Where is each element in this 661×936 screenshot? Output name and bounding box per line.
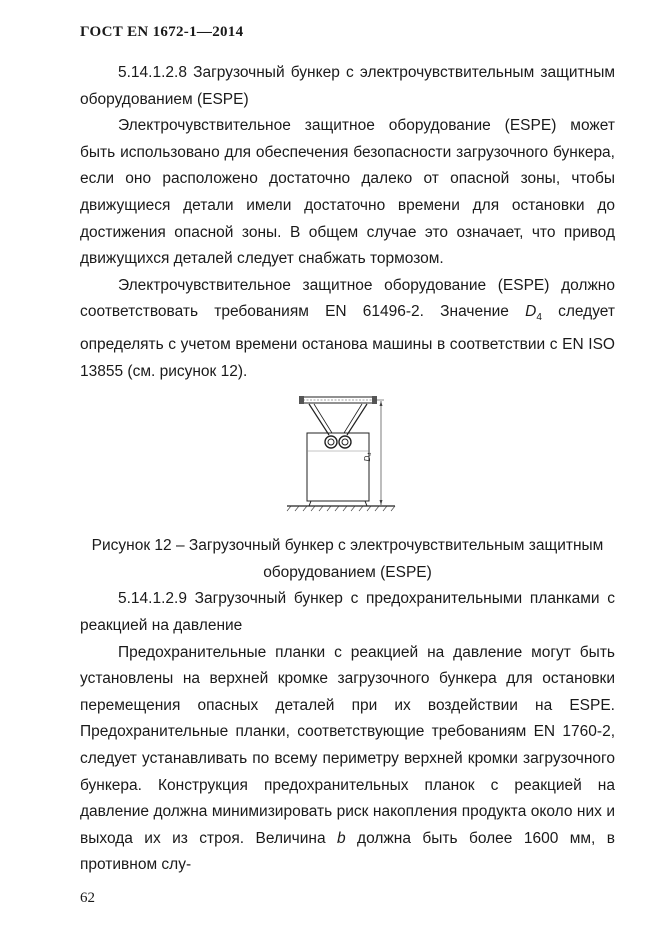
dimension-arrow-top	[380, 401, 383, 406]
hopper-espe-diagram	[285, 395, 475, 525]
hopper-wall-right-inner	[344, 404, 362, 433]
hopper-wall-right	[347, 404, 367, 435]
dimension-label-d4: D₄	[363, 452, 372, 462]
section-heading-5-14-1-2-9: 5.14.1.2.9 Загрузочный бункер с предохранительными планками с реакцией на давление	[80, 590, 615, 634]
dimension-arrow-bottom	[380, 500, 383, 505]
machine-foot-right	[365, 501, 367, 506]
machine-foot-left	[309, 501, 311, 506]
figure-12	[80, 387, 615, 529]
paragraph-text-part: должна быть более 1600 мм, в противном слу-	[80, 829, 615, 874]
standard-header: ГОСТ EN 1672-1—2014	[80, 24, 244, 40]
paragraph-text-part: Предохранительные планки с реакцией на давление могут быть установлены на верхней кромке загрузочного бункера для остановки перемещения опасных деталей при их воздействии на ESPE. Предохранительные планки, соответствующие требованиям EN 1760-2, следует устанавливать по всему периметру верхней кромки загрузочного бункера. Конструкция предохранительных планок с реакцией на давление должна минимизировать риск накопления продукта около них и выхода их из строя. Величина	[80, 643, 615, 847]
roller-right	[339, 436, 351, 448]
roller-left	[325, 436, 337, 448]
figure-12-caption: Рисунок 12 – Загрузочный бункер с электрочувствительным защитным оборудованием (ESPE)	[91, 537, 604, 581]
paragraph-espe-usage: Электрочувствительное защитное оборудование (ESPE) может быть использовано для обеспечения безопасности загрузочного бункера, если оно расположено достаточно далеко от опасной зоны, чтобы движущиеся детали имели достаточно времени для остановки до достижения опасной зоны. В общем случае это означает, что привод движущихся деталей следует снабжать тормозом.	[80, 117, 615, 268]
paragraph-text-part: следует определять с учетом времени останова машины в соответствии с EN ISO 13855 (см. рисунок 12).	[80, 303, 615, 380]
section-heading-5-14-1-2-8: 5.14.1.2.8 Загрузочный бункер с электрочувствительным защитным оборудованием (ESPE)	[80, 64, 615, 108]
hopper-wall-left	[309, 404, 329, 435]
paragraph-pressure-strips	[80, 640, 615, 879]
paragraph-espe-requirements	[80, 273, 615, 385]
page-number: 62	[80, 890, 95, 906]
document-body	[80, 60, 615, 879]
symbol-d: D	[525, 303, 537, 321]
machine-body	[307, 433, 369, 501]
floor-hatching	[287, 506, 395, 511]
symbol-b: b	[337, 829, 346, 847]
symbol-subscript: 4	[536, 312, 542, 324]
hopper-wall-left-inner	[314, 404, 332, 433]
espe-left-end	[299, 396, 304, 404]
paragraph-text-part: Электрочувствительное защитное оборудование (ESPE) должно соответствовать требованиям EN 61496-2. Значение	[80, 276, 615, 321]
